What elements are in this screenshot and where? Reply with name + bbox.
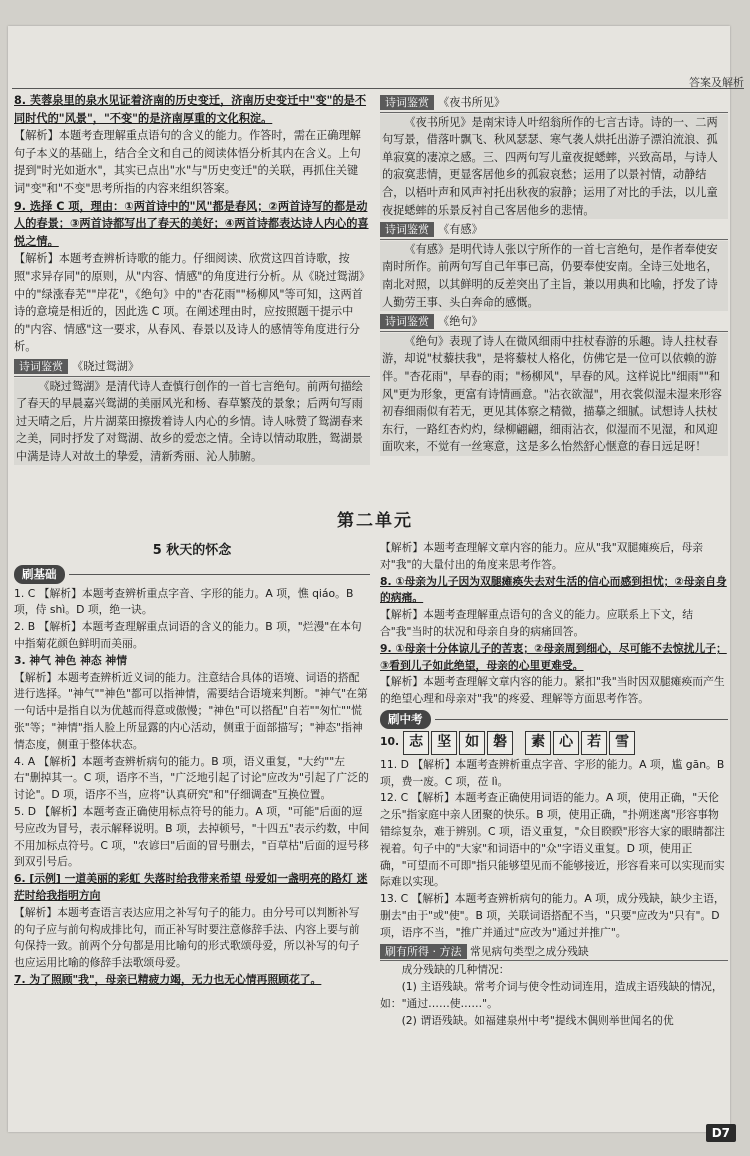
poem-tag: 诗词鉴赏 bbox=[14, 359, 68, 374]
badge-row-exam bbox=[380, 710, 728, 729]
q8-analysis: 【解析】本题考查理解重点语句的含义的能力。应联系上下文，结合"我"当时的状况和母亲自身的病痛回答。 bbox=[380, 608, 694, 638]
q9-analysis: 【解析】本题考查辨析诗歌的能力。仔细阅读、欣赏这四首诗歌，按照"求异存同"的原则，从"内容、情感"的角度进行分析。从《晓过鸳湖》中的"绿涨春芜""岸花"，《绝句》中的"杏花雨""杨柳风"等可知，这两首诗的意境是相近的，因此选 C 项。在阐述理由时，应按照题干提示中的"内容、情感"这一要求，从春风、春景以及诗人的感情等角度进行分析。 bbox=[14, 252, 365, 354]
q12: 12. C 【解析】本题考查正确使用词语的能力。A 项，使用正确，"天伦之乐"指家庭中亲人团聚的快乐。B 项，使用正确，"扑朔迷离"形容事物错综复杂，难于辨别。C 项，语义重复，"众目睽睽"形容大家的眼睛都注视着。句子中的"大家"和词语中的"众"字语义重复。D 项，使用正确，"可望而不可即"指只能够望见而不能够接近，形容看来可以实现而实际难以实现。 bbox=[380, 791, 725, 889]
q6-answer: 6. [示例] 一道美丽的彩虹 失落时给我带来希望 母爱如一盏明亮的路灯 迷茫时给我指明方向 bbox=[14, 872, 368, 902]
char-box: 雪 bbox=[609, 731, 635, 755]
q13: 13. C 【解析】本题考查辨析病句的能力。A 项，成分残缺，缺少主语，删去"由于"或"使"。B 项，关联词语搭配不当，"只要"应改为"只有"。D 项，语序不当，"推广并通过"应改为"通过并推广"。 bbox=[380, 892, 725, 939]
poem-header-xiaoguo bbox=[14, 358, 370, 377]
char-box: 磐 bbox=[487, 731, 513, 755]
poem-name: 《晓过鸳湖》 bbox=[72, 359, 140, 373]
badge-rule bbox=[435, 719, 729, 720]
q8-answer: 8. 芙蓉泉里的泉水见证着济南的历史变迁，济南历史变迁中"变"的是不同时代的"风景"，"不变"的是济南厚重的文化积淀。 bbox=[14, 94, 367, 125]
header-rule bbox=[12, 88, 744, 89]
method-item-1: (1) 主语残缺。常考介词与使令性动词连用，造成主语残缺的情况，如："通过……使……"。 bbox=[380, 980, 723, 1010]
q8-analysis: 【解析】本题考查理解重点语句的含义的能力。作答时，需在正确理解句子本义的基础上，结合全文和自己的阅读体悟分析其内在含义。上句提到"时光如逝水"，其实已点出"水"与"历史变迁"的关联，再抓住关键词"变"和"不变"思考所指的内容来组织答案。 bbox=[14, 129, 361, 195]
char-box: 坚 bbox=[431, 731, 457, 755]
unit-title: 第二单元 bbox=[337, 511, 413, 531]
char-box: 若 bbox=[581, 731, 607, 755]
right-column-top bbox=[380, 92, 728, 456]
badge-rule bbox=[69, 574, 371, 575]
right-column-bottom bbox=[380, 540, 728, 1030]
poem-header-yougan bbox=[380, 221, 728, 240]
left-column-top bbox=[14, 92, 370, 465]
method-intro: 成分残缺的几种情况： bbox=[401, 963, 510, 977]
q7-analysis: 【解析】本题考查理解文章内容的能力。应从"我"双腿瘫痪后，母亲对"我"的大量付出的角度来思考作答。 bbox=[380, 541, 704, 571]
poem-header-yeshu bbox=[380, 94, 728, 113]
badge-basic: 刷基础 bbox=[14, 565, 65, 584]
poem-name: 《绝句》 bbox=[438, 315, 483, 329]
poem-tag: 诗词鉴赏 bbox=[380, 314, 434, 329]
q9-answer: 9. ①母亲十分体谅儿子的苦衷；②母亲周到细心，尽可能不去惊扰儿子；③看到儿子如此绝望，母亲的心里更难受。 bbox=[380, 641, 727, 672]
method-header bbox=[380, 944, 728, 962]
poem-appreciation-yeshu: 《夜书所见》是南宋诗人叶绍翁所作的七言古诗。诗的一、二两句写景，借落叶飘飞、秋风瑟瑟、寒气袭人烘托出游子漂泊流浪、孤单寂寞的凄凉之感。三、四两句写儿童夜捉蟋蟀，兴致高昂，与诗人的寂寞悲情，更显客居他乡的孤寂哀愁；运用了以景衬情，动静结合，以梧叶声和风声衬托出秋夜的寂静；运用了对比的手法，以儿童夜捉蟋蟀的乐景反衬自己客居他乡的悲情。 bbox=[380, 114, 728, 220]
char-box: 素 bbox=[525, 731, 551, 755]
char-box: 如 bbox=[459, 731, 485, 755]
poem-tag: 诗词鉴赏 bbox=[380, 222, 434, 237]
badge-exam: 刷中考 bbox=[380, 710, 431, 729]
poem-appreciation-xiaoguo: 《晓过鸳湖》是清代诗人查慎行创作的一首七言绝句。前两句描绘了春天的早晨嘉兴鸳湖的美丽风光和杨、春草繁茂的景象；后两句写雨过天晴之后，片片湖菜田擦拨着诗人内心的乡情。诗人咏赞了鸳湖春来之美，同时抒发了对鸳湖、故乡的爱恋之情。全诗以情动取胜，鸳湖景中满是诗人对故土的挚爱，清新秀丽、沁人肺腑。 bbox=[14, 378, 370, 466]
q9-analysis: 【解析】本题考查理解文章内容的能力。紧扣"我"当时因双腿瘫痪而产生的绝望心理和母亲对"我"的疼爱、理解等方面思考作答。 bbox=[380, 675, 725, 706]
left-column-bottom bbox=[14, 540, 370, 989]
page-number: D7 bbox=[706, 1124, 736, 1142]
q6-analysis: 【解析】本题考查语言表达应用之补写句子的能力。由分号可以判断补写的句子应与前句构成排比句，而正补写时要注意修辞手法、内容上要与前句保持一致。前两个分句都是用比喻句的形式歌颂母爱，所以补写的句子也应运用比喻的修辞手法歌颂母爱。 bbox=[14, 905, 360, 970]
poem-appreciation-jueju: 《绝句》表现了诗人在微风细雨中拄杖春游的乐趣。诗人拄杖春游，却说"杖藜扶我"，是将藜杖人格化，仿佛它是一位可以依赖的游伴。"杏花雨"，早春的雨；"杨柳风"，早春的风。这样说比"细雨""和风"更为形象，更富有诗情画意。"沾衣欲湿"，用衣裳似湿未湿来形容初春细雨似有若无，更见其体察之精微，描摹之细腻。试想诗人扶杖东行，一路红杏灼灼，绿柳翩翩，细雨沾衣，似湿而不见湿，和风迎面吹来，不觉有一丝寒意，这是多么怡然舒心惬意的春日远足呀！ bbox=[380, 333, 728, 456]
q4: 4. A 【解析】本题考查辨析病句的能力。B 项，语义重复，"大约""左右"删掉其一。C 项，语序不当，"广泛地引起了讨论"应改为"引起了广泛的讨论"。D 项，语序不当，应将"认真研究"和"仔细调查"互换位置。 bbox=[14, 754, 369, 802]
q10-answer bbox=[380, 731, 728, 755]
q2: 2. B 【解析】本题考查理解重点词语的含义的能力。B 项，"烂漫"在本句中指菊花颜色鲜明而美丽。 bbox=[14, 620, 362, 650]
badge-row-basic bbox=[14, 565, 370, 584]
poem-header-jueju bbox=[380, 313, 728, 332]
lesson-title: 5 秋天的怀念 bbox=[152, 543, 232, 558]
q7-answer: 7. 为了照顾"我"，母亲已精疲力竭，无力也无心情再照顾花了。 bbox=[14, 972, 322, 986]
q3-answer: 3. 神气 神色 神态 神情 bbox=[14, 653, 128, 667]
q8-answer: 8. ①母亲为儿子因为双腿瘫痪失去对生活的信心而感到担忧；②母亲自身的病痛。 bbox=[380, 574, 727, 605]
q9-answer: 9. 选择 C 项，理由：①两首诗中的"风"都是春风；②两首诗写的都是动人的春景；③两首诗都写出了春天的美好；④两首诗都表达诗人内心的喜悦之情。 bbox=[14, 199, 369, 248]
q3-analysis: 【解析】本题考查辨析近义词的能力。注意结合具体的语境、词语的搭配进行选择。"神气""神色"都可以指神情，需要结合语境来判断。"神气"在第一句话中是指自以为优越而得意或傲慢；"神色"可以搭配"自若""匆忙""慌张"等；"神情"指人脸上所显露的内心活动，侧重于面部描写；"神态"指神情态度，侧重于整体状态。 bbox=[14, 670, 368, 751]
poem-tag: 诗词鉴赏 bbox=[380, 95, 434, 110]
section-label: 答案及解析 bbox=[689, 76, 744, 89]
q10-label: 10. bbox=[380, 735, 400, 749]
q1: 1. C 【解析】本题考查辨析重点字音、字形的能力。A 项，憔 qiáo。B 项，侍 shì。D 项，绝一诀。 bbox=[14, 586, 354, 617]
poem-name: 《有感》 bbox=[438, 223, 483, 237]
char-box: 心 bbox=[553, 731, 579, 755]
poem-name: 《夜书所见》 bbox=[438, 96, 506, 109]
poem-appreciation-yougan: 《有感》是明代诗人张以宁所作的一首七言绝句，是作者奉使安南时所作。前两句写自己年事已高，仍要奉使安南。全诗三处地名，南北对照，以其鲜明的反差突出了主旨，兼以用典和比喻，抒发了诗人勤劳王事、头白奔命的感慨。 bbox=[380, 241, 728, 311]
char-box: 志 bbox=[403, 731, 429, 755]
q11: 11. D 【解析】本题考查辨析重点字音、字形的能力。A 项，尴 gān。B 项，费一废。C 项，莅 lì。 bbox=[380, 757, 725, 788]
method-item-2: (2) 谓语残缺。如福建泉州中考"提线木偶则举世闻名的优 bbox=[401, 1013, 674, 1027]
method-tag: 刷有所得 · 方法 bbox=[380, 944, 467, 959]
q5: 5. D 【解析】本题考查正确使用标点符号的能力。A 项，"可能"后面的逗号应改为冒号，表示解释说明。B 项，去掉顿号，"十四五"表示约数，中间不用加标点符号。C 项，"农谚曰"后面的冒号删去，"百草枯"后面的逗号移到双引号后。 bbox=[14, 804, 370, 869]
method-title: 常见病句类型之成分残缺 bbox=[469, 944, 589, 958]
